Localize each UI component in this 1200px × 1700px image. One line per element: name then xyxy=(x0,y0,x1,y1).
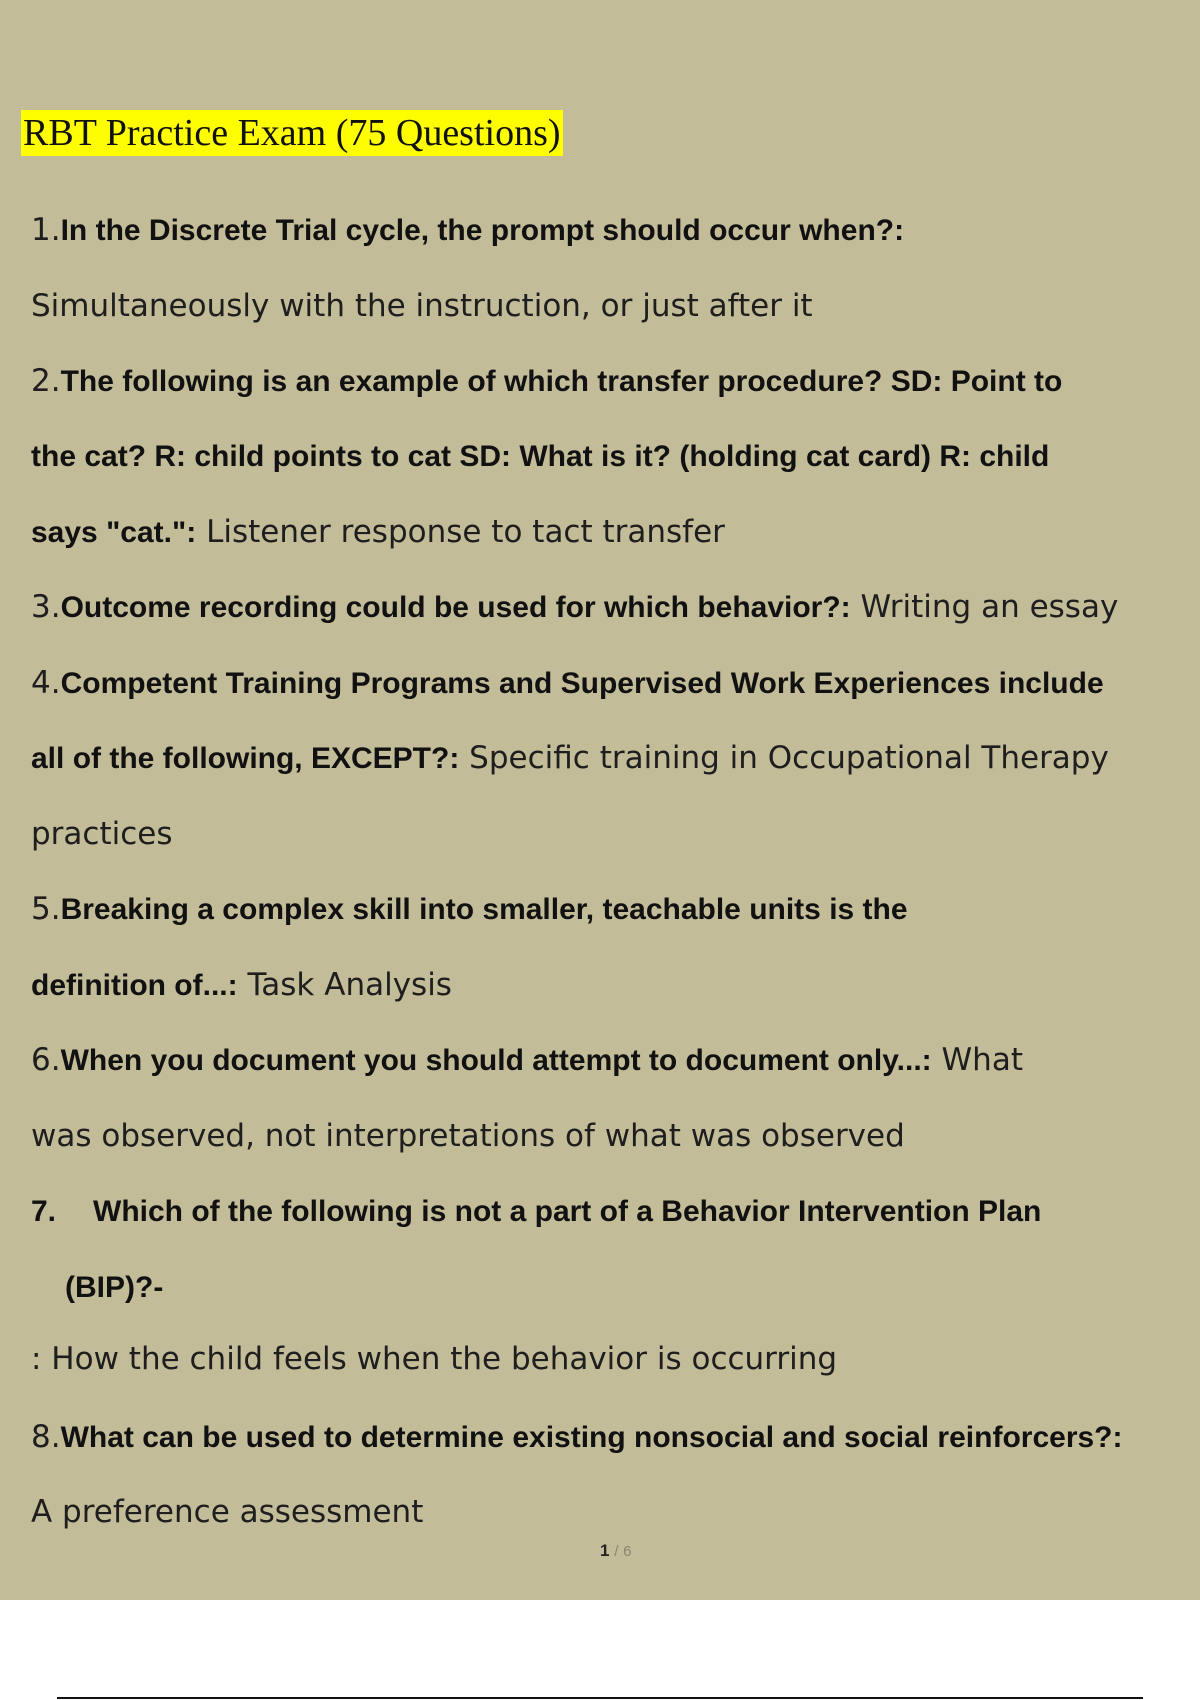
current-page: 1 xyxy=(600,1541,610,1560)
answer-text: Listener response to tact transfer xyxy=(196,514,725,550)
question-7-line-2 xyxy=(65,1267,163,1307)
question-text: In the Discrete Trial cycle, the prompt should occur when?: xyxy=(60,214,905,247)
question-number: 4. xyxy=(31,665,61,701)
question-text: says "cat.": xyxy=(31,516,197,549)
question-text: Competent Training Programs and Supervised Work Experiences include xyxy=(60,667,1104,700)
answer-text: Specific training in Occupational Therapy xyxy=(459,740,1109,776)
question-2 xyxy=(31,361,1062,401)
answer-text: : How the child feels when the behavior is occurring xyxy=(31,1341,838,1377)
question-number: 3. xyxy=(31,589,61,625)
answer-1 xyxy=(31,286,813,326)
question-text: What can be used to determine existing nonsocial and social reinforcers?: xyxy=(60,1421,1123,1454)
question-5-line-2 xyxy=(31,965,452,1005)
page-divider-line xyxy=(57,1697,1143,1699)
answer-text: What xyxy=(931,1042,1023,1078)
question-1 xyxy=(31,210,904,250)
question-4-line-2 xyxy=(31,738,1109,778)
question-number: 2. xyxy=(31,363,61,399)
document-title: RBT Practice Exam (75 Questions) xyxy=(23,112,561,154)
question-text: Which of the following is not a part of a Behavior Intervention Plan xyxy=(93,1195,1042,1228)
answer-4-line-2 xyxy=(31,814,173,854)
question-6 xyxy=(31,1040,1023,1080)
question-number: 7. xyxy=(31,1195,57,1228)
answer-6-line-2 xyxy=(31,1116,905,1156)
total-pages: 6 xyxy=(623,1543,632,1560)
question-7 xyxy=(31,1191,1041,1231)
answer-text: A preference assessment xyxy=(31,1494,424,1530)
question-text: Breaking a complex skill into smaller, teachable units is the xyxy=(60,893,908,926)
question-2-line-3 xyxy=(31,512,725,552)
question-3 xyxy=(31,587,1118,627)
answer-text: Simultaneously with the instruction, or just after it xyxy=(31,288,813,324)
answer-text: Task Analysis xyxy=(237,967,452,1003)
page-separator: / xyxy=(614,1543,619,1560)
question-number: 5. xyxy=(31,891,61,927)
answer-text: was observed, not interpretations of what was observed xyxy=(31,1118,905,1154)
question-text: Outcome recording could be used for which behavior?: xyxy=(60,591,851,624)
question-4 xyxy=(31,663,1104,703)
question-text: all of the following, EXCEPT?: xyxy=(31,742,460,775)
answer-8 xyxy=(31,1492,423,1532)
question-text: When you document you should attempt to document only...: xyxy=(60,1044,932,1077)
question-number: 8. xyxy=(31,1419,61,1455)
question-text: definition of...: xyxy=(31,969,238,1002)
question-number: 6. xyxy=(31,1042,61,1078)
question-8 xyxy=(31,1417,1123,1457)
question-number: 1. xyxy=(31,212,61,248)
answer-text: practices xyxy=(31,816,173,852)
question-5 xyxy=(31,889,908,929)
answer-text: Writing an essay xyxy=(850,589,1119,625)
question-text: The following is an example of which transfer procedure? SD: Point to xyxy=(60,365,1063,398)
answer-7 xyxy=(31,1339,837,1379)
question-text: (BIP)?- xyxy=(65,1271,164,1304)
question-text: the cat? R: child points to cat SD: What is it? (holding cat card) R: child xyxy=(31,440,1050,473)
question-2-line-2 xyxy=(31,436,1049,476)
page-indicator xyxy=(600,1541,631,1561)
